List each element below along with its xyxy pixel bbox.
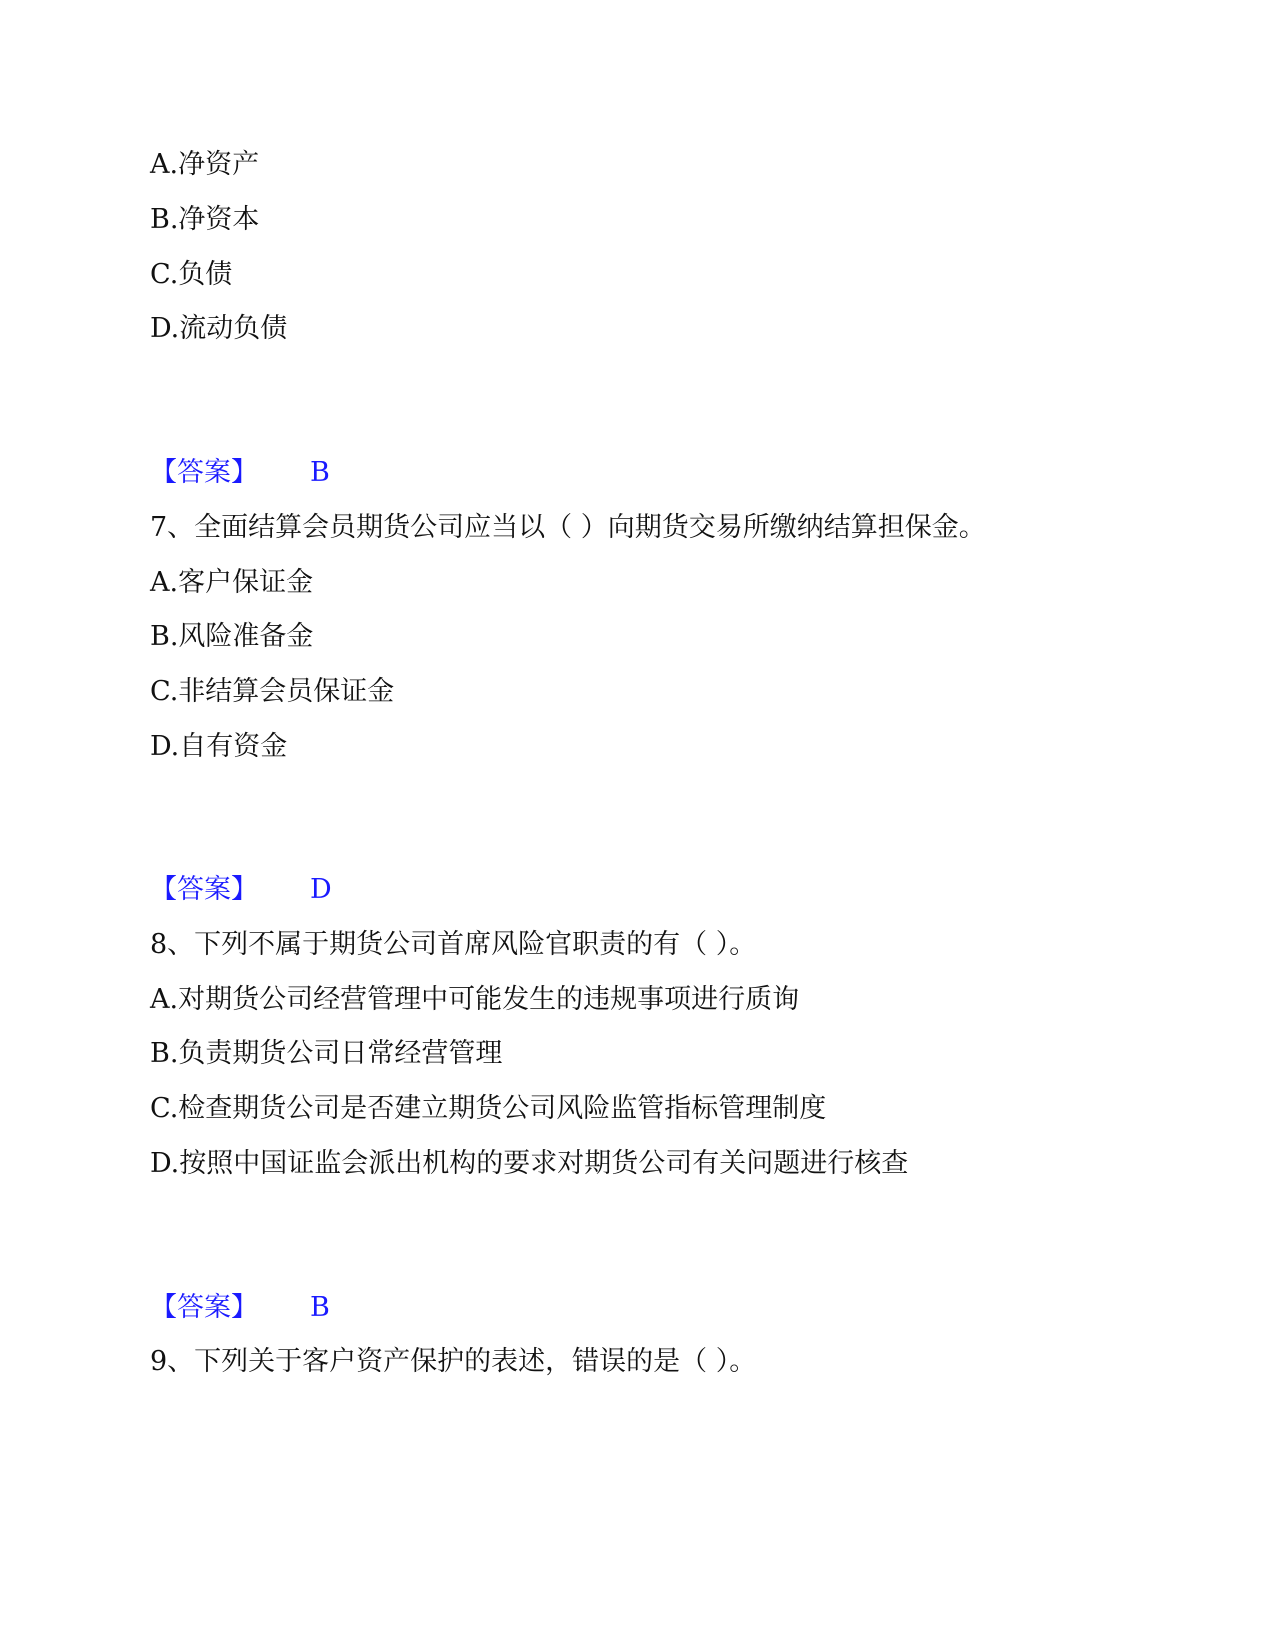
option-b: B.净资本 <box>150 204 260 235</box>
option-d: D.自有资金 <box>150 731 288 762</box>
answer-line <box>150 872 332 908</box>
option-d: D.按照中国证监会派出机构的要求对期货公司有关问题进行核查 <box>150 1148 909 1179</box>
option-a: A.净资产 <box>150 149 260 180</box>
answer-label: 【答案】 <box>150 1292 258 1323</box>
answer-value: B <box>310 457 330 488</box>
answer-value: D <box>310 874 332 905</box>
question-text: 9、下列关于客户资产保护的表述，错误的是（ ）。 <box>150 1346 757 1377</box>
option-c: C.非结算会员保证金 <box>150 676 395 707</box>
option-d: D.流动负债 <box>150 313 288 344</box>
answer-label: 【答案】 <box>150 457 258 488</box>
answer-line <box>150 455 330 491</box>
option-a: A.客户保证金 <box>150 567 314 598</box>
answer-label: 【答案】 <box>150 874 258 905</box>
question-text: 7、全面结算会员期货公司应当以（ ）向期货交易所缴纳结算担保金。 <box>150 512 986 543</box>
option-c: C.负债 <box>150 259 233 290</box>
answer-line <box>150 1290 330 1326</box>
option-c: C.检查期货公司是否建立期货公司风险监管指标管理制度 <box>150 1093 827 1124</box>
question-text: 8、下列不属于期货公司首席风险官职责的有（ ）。 <box>150 929 757 960</box>
option-b: B.负责期货公司日常经营管理 <box>150 1038 503 1069</box>
option-a: A.对期货公司经营管理中可能发生的违规事项进行质询 <box>150 984 800 1015</box>
option-b: B.风险准备金 <box>150 621 314 652</box>
answer-value: B <box>310 1292 330 1323</box>
